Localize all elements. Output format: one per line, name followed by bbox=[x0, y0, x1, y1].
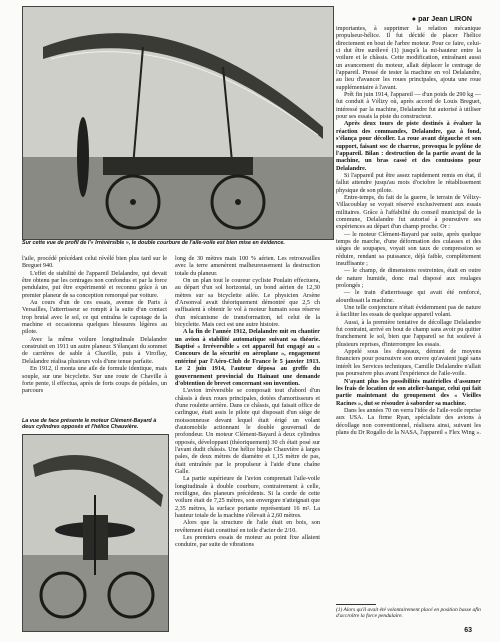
aircraft-profile-illustration bbox=[23, 7, 333, 239]
paragraph: Alors que la structure de l'aile était en bois, son revêtement était constitué en toile d'acier de 2/10. bbox=[175, 520, 320, 534]
paragraph: — le moteur Clément-Bayard par suite, après quelque temps de marche, d'une déformation des culasses et des sièges de soupapes, voyait son taux de compression se réduire, rendant sa puissance, déjà faible, complètement insuffisante ; bbox=[336, 231, 481, 267]
paragraph: L'avion irréversible se composait tout d'abord d'un châssis à deux roues principales, dotées d'amortisseurs et d'une roulette arrière. Dans ce châssis, qui faisait office de carlingue, était assis le pilote qui disposait d'un siège de moissonneuse devant lequel était érigé un volant d'automobile actionnant le double gouvernail de profondeur. Un moteur Clément-Bayard à deux cylindres opposés, développant (théoriquement) 30 ch était posé sur l'avant dudit châssis. Une hélice bipale Chauvière à larges pales, de deux mètres de diamètre et 1,15 mètre de pas, était entraînée par le propulseur à l'aide d'une chaîne Galle. bbox=[175, 388, 320, 475]
paragraph: En 1912, il monta une aile de formule identique, mais souple, sur une bicyclette. Sur une route de Chaville à forte pente, il effectua, après de forts coups de pédales, un parcours bbox=[22, 366, 167, 395]
paragraph: Si l'appareil put être assez rapidement remis en état, il fallut attendre jusqu'au mois d'octobre le rétablissement physique de son pilote. bbox=[336, 172, 481, 194]
paragraph: Entre-temps, du fait de la guerre, le terrain de Vélizy-Villacoublay se voyait réservé exclusivement aux essais militaires. Grâce à l'affabilité du conseil municipal de la commune, Delalandre fut autorisé à poursuivre ses expériences au départ d'un champ proche. Or : bbox=[336, 194, 481, 231]
paragraph: Une telle conjoncture n'était évidemment pas de nature à faciliter les essais de quelque appareil volant. bbox=[336, 305, 481, 319]
paragraph: — le champ, de dimensions restreintes, était en outre de nature humide, donc mal disposé aux roulages prolongés ; bbox=[336, 268, 481, 290]
paragraph: l'aile, procédé précédant celui révélé bien plus tard sur le Breguet 940. bbox=[22, 256, 167, 270]
photo-front-view bbox=[22, 434, 169, 632]
paragraph: Dans les années 70 on verra l'idée de l'aile-voile reprise aux USA. La firme Ryan, spécialiste des avions à décollage non conventionnel, réalisera ainsi, suivant les plans du Dr Rogallo de la NASA, l'appareil « Flex Wing ». bbox=[336, 407, 481, 436]
byline: ● par Jean LIRON bbox=[411, 14, 472, 23]
caption-top: Sur cette vue de profil de l'« Irrévérsible », le double courbure de l'aile-voile est bien mise en évidence. bbox=[22, 240, 285, 246]
paragraph: L'effet de stabilité de l'appareil Delalandre, qui devait être obtenu par les centrages non confondus et par la force pendulaire, put être expérimenté et reconnu grâce à un premier planeur de sa conception remorqué par voiture. bbox=[22, 270, 167, 299]
paragraph: Appelé sous les drapeaux, démuni de moyens financiers pour poursuivre son œuvre qu'avaient jugé sans intérêt les Services techniques, Camille Delalandre n'allait pas poursuivre plus avant l'expérience de l'aile-voile. bbox=[336, 349, 481, 378]
caption-mid: La vue de face présente le moteur Clément-Bayard à deux cylindres opposés et l'hélice Chauvière. bbox=[22, 418, 157, 431]
paragraph-bold: A la fin de l'année 1912, Delalandre mit en chantier un avion à stabilité automatique suivant sa théorie. Baptisé « Irréversible » cet appareil fut engagé au « Concours de la sécurité en aéroplane », engagement entériné par l'Aéro-Club de France le 5 janvier 1913. Le 2 juin 1914, l'auteur déposa au greffe du gouvernement provincial du Hainaut une demande d'obtention de brevet concernant son invention. bbox=[175, 329, 320, 387]
column-left bbox=[22, 256, 167, 396]
paragraph: Au cours d'un de ces essais, avenue de Paris à Versailles, l'atterrisseur se rompit à la suite d'un contact trop brutal avec le sol, ce qui entraîna le capotage de la machine et occasionna quelques blessures légères au pilote. bbox=[22, 300, 167, 336]
paragraph: Prêt fin juin 1914, l'appareil — d'un poids de 290 kg — fut conduit à Vélizy où, après accord de Louis Breguet, intéressé par la machine, Delalandre fut autorisé à utiliser pour ses essais la piste du constructeur. bbox=[336, 92, 481, 121]
paragraph: importantes, à supprimer la relation mécanique propulseur-hélice. Il fut décidé de placer l'hélice directement en bout de l'arbre moteur. Pour ce faire, celui-ci dut être surélevé (1) jusqu'à la mi-hauteur entre la voilure et le châssis. Cette modification, entraînant aussi un avancement du moteur, allait déplacer le centrage de l'appareil. Pressé de tester la machine en vol Delalandre, au lieu d'avancer les roues principales, ajouta une roue supplémentaire à l'avant. bbox=[336, 26, 481, 91]
footnote-rule bbox=[336, 604, 376, 605]
footnote: (1) Alors qu'il avait été volontairement placé en position basse afin d'accroître la force pendulaire. bbox=[336, 607, 481, 620]
paragraph-bold: N'ayant plus les possibilités matérielles d'assumer les frais de location de son atelier-hangar, celui qui fait partie maintenant du groupement des « Vieilles Racines », dut se résoudre à saborder sa machine. bbox=[336, 378, 481, 407]
paragraph: — le train d'atterrissage qui avait été renforcé, alourdissait la machine. bbox=[336, 290, 481, 304]
page-number: 63 bbox=[464, 627, 472, 634]
paragraph: On un plan tout le coureur cycliste Poulain effectuera, au départ d'un sol horizontal, un bond aérien de 12,30 mètres sur sa bicyclette ailée. Le physicien Arsène d'Arsonval avait théoriquement démontré que 2,5 ch suffisaient à obtenir le vol à moteur humain sous réserve d'un mécanisme de transformation, tel celui de la bicyclette. Mais ceci est une autre histoire. bbox=[175, 278, 320, 329]
paragraph: Aussi, à la première tentative de décollage Delalandre fut contraint, arrivé en bout de champ sans avoir pu quitter franchement le sol, bien que l'appareil se fut soulevé à plusieurs reprises, d'interrompre les essais. bbox=[336, 319, 481, 348]
aircraft-front-illustration bbox=[23, 435, 168, 631]
column-middle bbox=[175, 256, 320, 550]
paragraph: Avec la même voilure longitudinale Delalandre construisit en 1911 un autre planeur. S'élançant du sommet de carrières de sable à Chaville, puis à Viroflay, Delalandre réalisa plusieurs vols d'une tenue parfaite. bbox=[22, 336, 167, 365]
paragraph: La partie supérieure de l'avion comprenait l'aile-voile longitudinale à double courbure, contrairement à celle, rectiligne, des planeurs précédents. Si la corde de cette voilure était de 7,25 mètres, son envergure n'atteignait que 2,35 mètres, la surface portante représentant 16 m². La hauteur totale de la machine s'élevait à 2,60 mètres. bbox=[175, 476, 320, 520]
paragraph-bold: Après deux tours de piste destinés à évaluer la réaction des commandes, Delalandre, gaz à fond, s'élança pour décoller. La roue avant dégauche et son support, faisant soc de charrue, provoqua le pylône de l'appareil. Bilan : destruction de la partie avant de la machine, un bras cassé et des contusions pour Delalandre. bbox=[336, 121, 481, 172]
paragraph: long de 30 mètres mais 100 % aérien. Les retrouvailles avec la terre amenèrent malheureusement la destruction totale du planeur. bbox=[175, 256, 320, 277]
column-right bbox=[336, 26, 481, 437]
paragraph: Les premiers essais de moteur au point fixe allaient conduire, par suite de vibrations bbox=[175, 535, 320, 549]
photo-profile-view bbox=[22, 6, 334, 240]
